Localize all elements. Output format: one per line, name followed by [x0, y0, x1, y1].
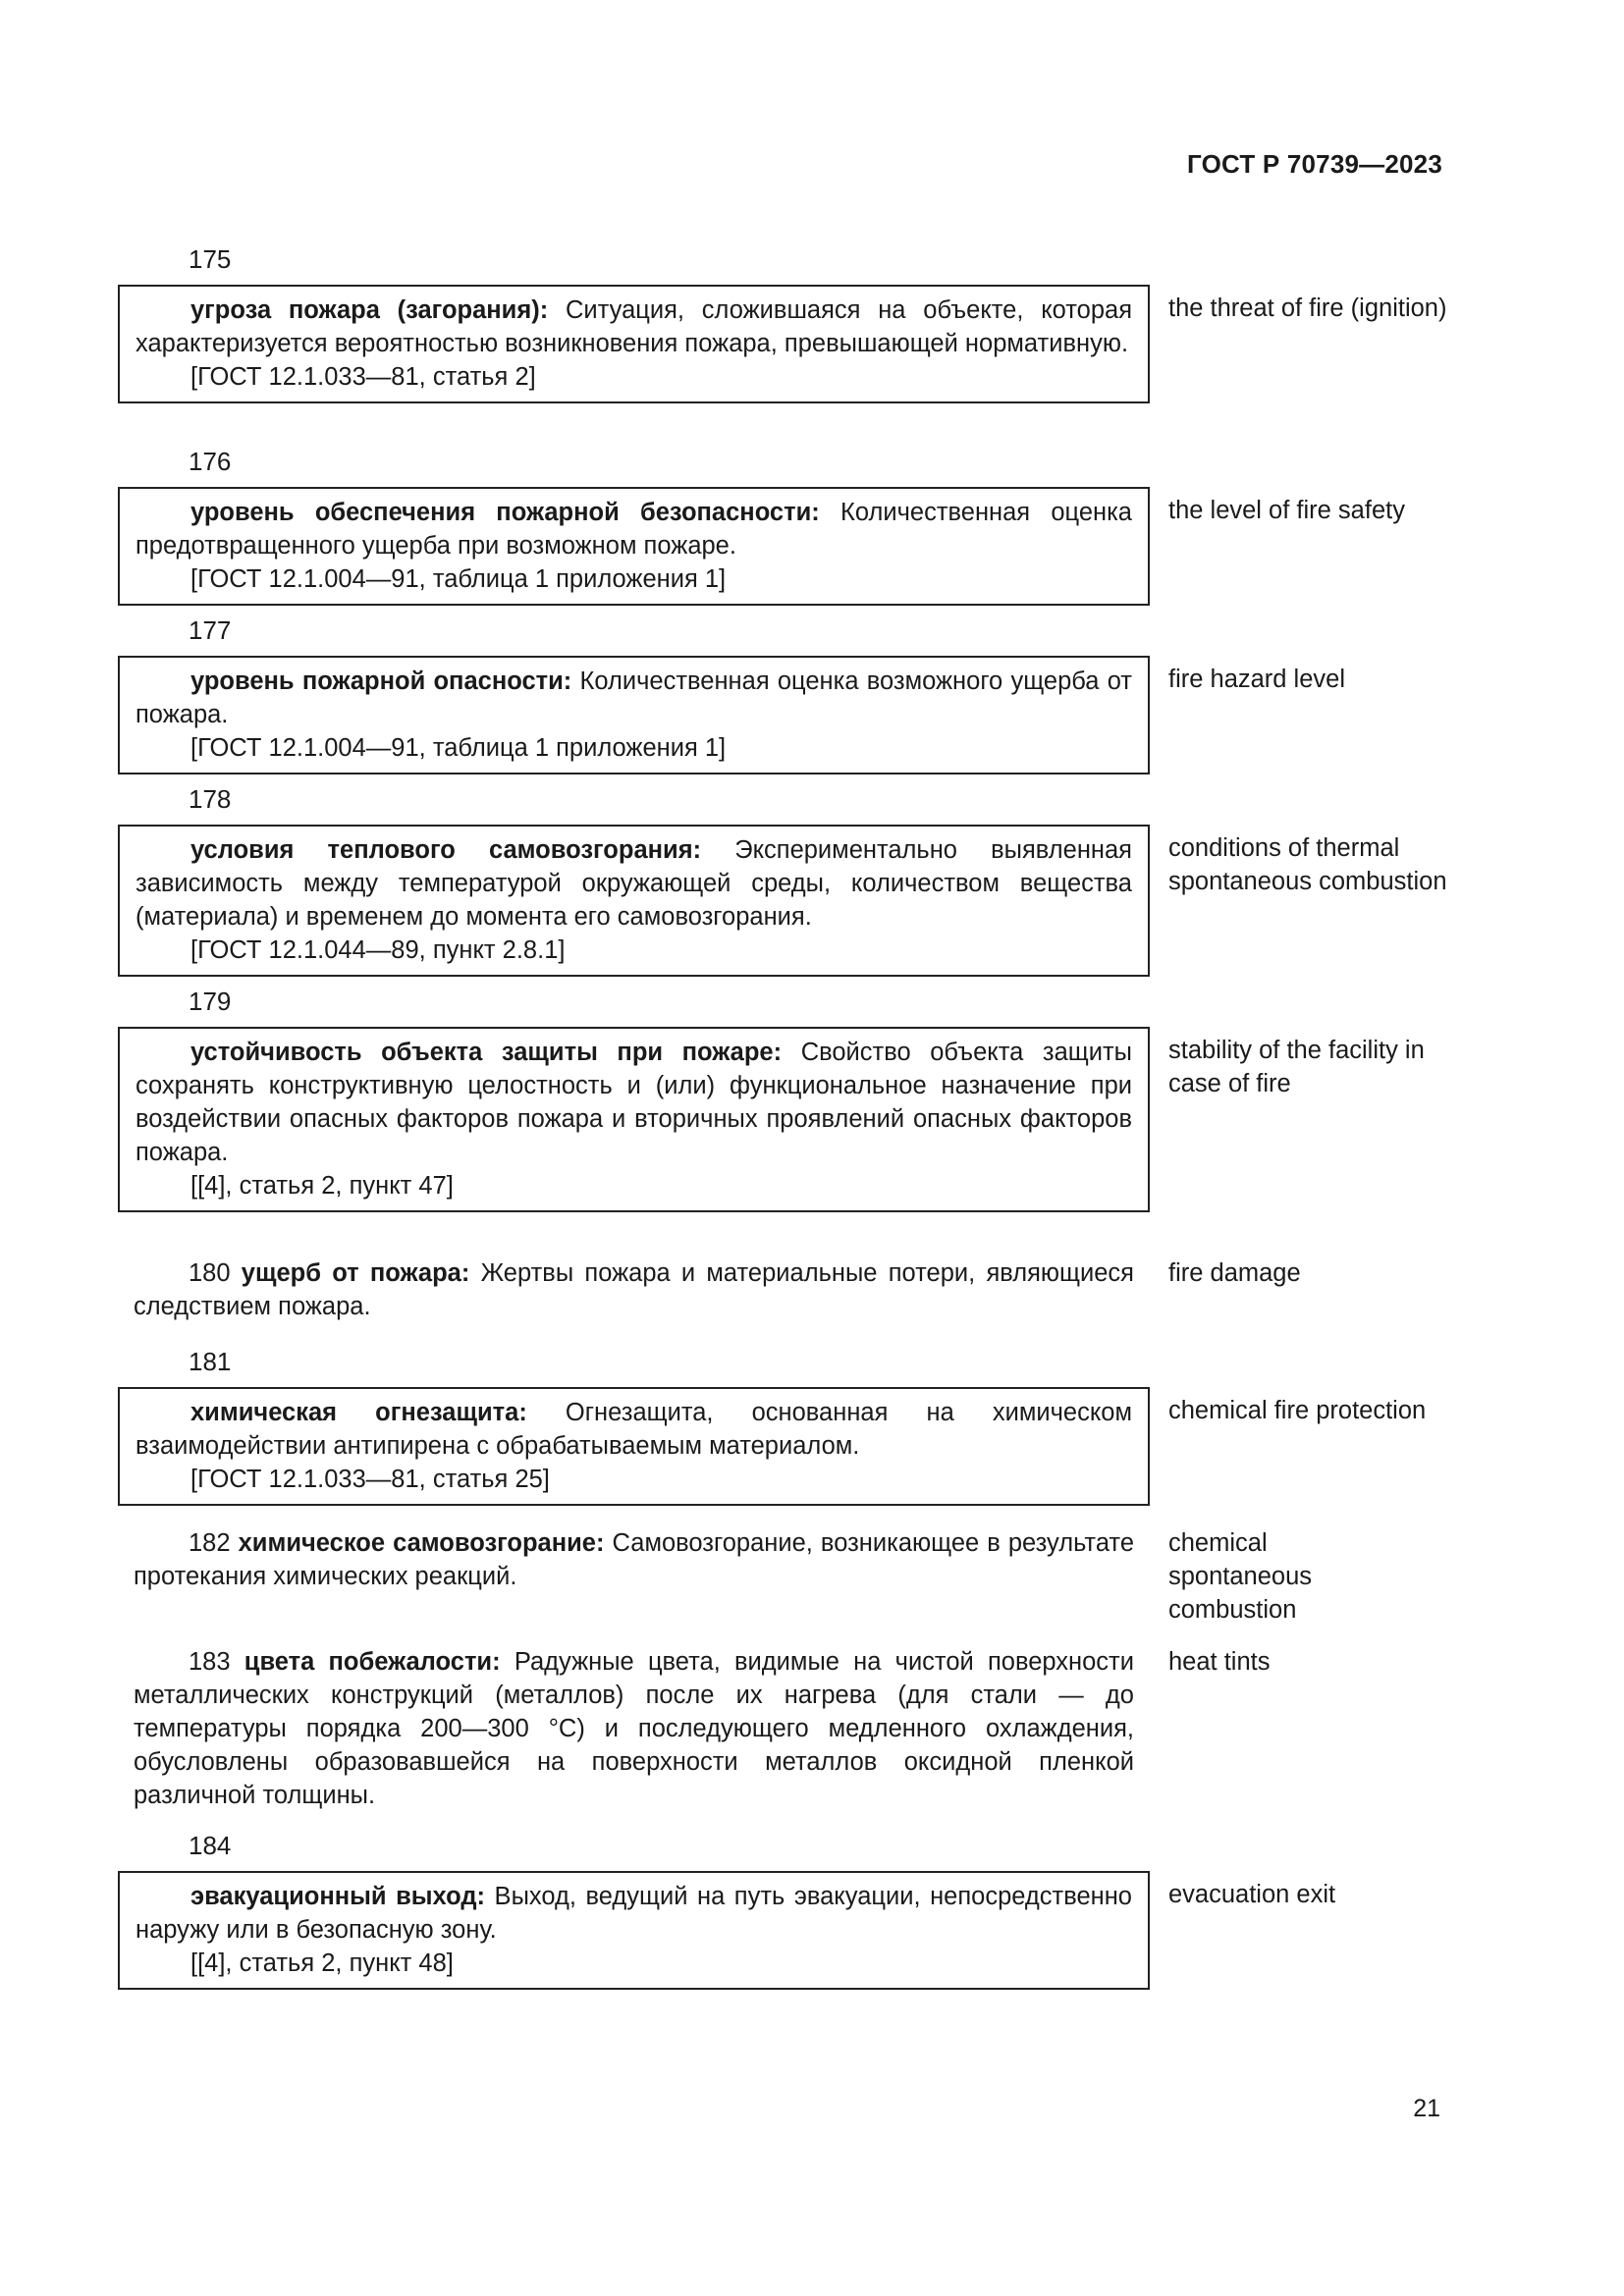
- term-name: ущерб от пожара:: [241, 1259, 470, 1287]
- definition-text: Самовозгорание, возникающее в результате протекания химических реакций.: [134, 1529, 1135, 1590]
- english-equivalent: the level of fire safety: [1168, 497, 1405, 524]
- term-box: [118, 656, 1150, 774]
- term-name: цвета побежалости:: [244, 1648, 501, 1676]
- term-source: [ГОСТ 12.1.004—91, таблица 1 приложения 1]: [190, 734, 727, 762]
- term-name: уровень обеспечения пожарной безопасности:: [190, 499, 820, 526]
- term-box: [118, 1387, 1150, 1506]
- term-box: [118, 1027, 1150, 1212]
- term-number: 177: [189, 615, 232, 645]
- term-name: химическая огнезащита:: [190, 1399, 527, 1426]
- term-source: [[4], статья 2, пункт 48]: [190, 1949, 454, 1977]
- english-equivalent: heat tints: [1168, 1648, 1271, 1676]
- definition-text: Ситуация, сложившаяся на объекте, которая характеризуется вероятностью возникновения пожара, превышающей нормативную.: [135, 296, 1133, 357]
- term-number: 183: [189, 1648, 231, 1676]
- term-definition: [134, 1645, 1134, 1812]
- term-name: устойчивость объекта защиты при пожаре:: [190, 1039, 783, 1066]
- term-name: угроза пожара (загорания):: [190, 296, 549, 324]
- definition-text: Радужные цвета, видимые на чистой поверхности металлических конструкций (металлов) после их нагрева (для стали — до температуры порядка 200—300 °С) и последующего медленного охлаждения, обусловлены образовавшейся на поверхности металлов оксидной пленкой различной толщины.: [134, 1648, 1134, 1809]
- english-equivalent: chemical fire protection: [1168, 1397, 1427, 1424]
- term-definition: [135, 1880, 1132, 1947]
- document-code: ГОСТ Р 70739—2023: [1187, 149, 1442, 179]
- term-number: 176: [189, 447, 232, 476]
- term-definition: [135, 496, 1132, 562]
- definition-text: Количественная оценка возможного ущерба от пожара.: [135, 667, 1132, 728]
- english-equivalent: conditions of thermal spontaneous combustion: [1168, 834, 1447, 895]
- definition-text: Жертвы пожара и материальные потери, являющиеся следствием пожара.: [134, 1259, 1134, 1320]
- term-source: [ГОСТ 12.1.033—81, статья 25]: [190, 1466, 550, 1493]
- english-equivalent: stability of the facility in case of fire: [1168, 1037, 1425, 1097]
- term-name: химическое самовозгорание:: [238, 1529, 605, 1557]
- english-equivalent: evacuation exit: [1168, 1881, 1336, 1908]
- english-equivalent: fire hazard level: [1168, 666, 1346, 693]
- term-definition: [135, 1036, 1132, 1169]
- term-box: [118, 1871, 1150, 1990]
- term-definition: [135, 665, 1132, 731]
- term-number: 180: [189, 1259, 231, 1287]
- term-name: уровень пожарной опасности:: [190, 667, 572, 695]
- term-box: [118, 825, 1150, 977]
- term-name: условия теплового самовозгорания:: [190, 836, 702, 864]
- term-number: 179: [189, 987, 232, 1016]
- term-source: [[4], статья 2, пункт 47]: [190, 1172, 454, 1200]
- term-definition: [135, 294, 1132, 360]
- term-source: [ГОСТ 12.1.033—81, статья 2]: [190, 363, 536, 391]
- term-definition: [135, 1396, 1132, 1463]
- term-plain: [118, 1256, 1150, 1323]
- english-equivalent: fire damage: [1168, 1259, 1301, 1287]
- term-number: 178: [189, 784, 232, 814]
- definition-text: Выход, ведущий на путь эвакуации, непосредственно наружу или в безопасную зону.: [135, 1883, 1132, 1944]
- term-definition: [135, 833, 1132, 934]
- term-name: эвакуационный выход:: [190, 1883, 486, 1910]
- term-number: 175: [189, 244, 232, 274]
- term-source: [ГОСТ 12.1.044—89, пункт 2.8.1]: [190, 936, 566, 964]
- definition-text: Свойство объекта защиты сохранять конструктивную целостность и (или) функциональное назначение при воздействии опасных факторов пожара и вторичных проявлений опасных факторов пожара.: [135, 1039, 1132, 1166]
- term-plain: [118, 1526, 1150, 1593]
- page-number: 21: [1413, 2095, 1440, 2122]
- term-plain: [118, 1645, 1150, 1812]
- term-definition: [134, 1526, 1134, 1593]
- term-source: [ГОСТ 12.1.004—91, таблица 1 приложения 1]: [190, 565, 727, 593]
- term-number: 181: [189, 1347, 232, 1376]
- english-equivalent: the threat of fire (ignition): [1168, 294, 1447, 322]
- term-number: 184: [189, 1831, 232, 1860]
- term-definition: [134, 1256, 1134, 1323]
- term-box: [118, 487, 1150, 606]
- definition-text: Количественная оценка предотвращенного ущерба при возможном пожаре.: [135, 499, 1132, 560]
- term-number: 182: [189, 1529, 231, 1557]
- definition-text: Огнезащита, основанная на химическом взаимодействии антипирена с обрабатываемым материалом.: [135, 1399, 1132, 1460]
- english-equivalent: chemical spontaneous combustion: [1168, 1529, 1313, 1624]
- term-box: [118, 285, 1150, 403]
- definition-text: Экспериментально выявленная зависимость между температурой окружающей среды, количеством вещества (материала) и временем до момента его самовозгорания.: [135, 836, 1132, 931]
